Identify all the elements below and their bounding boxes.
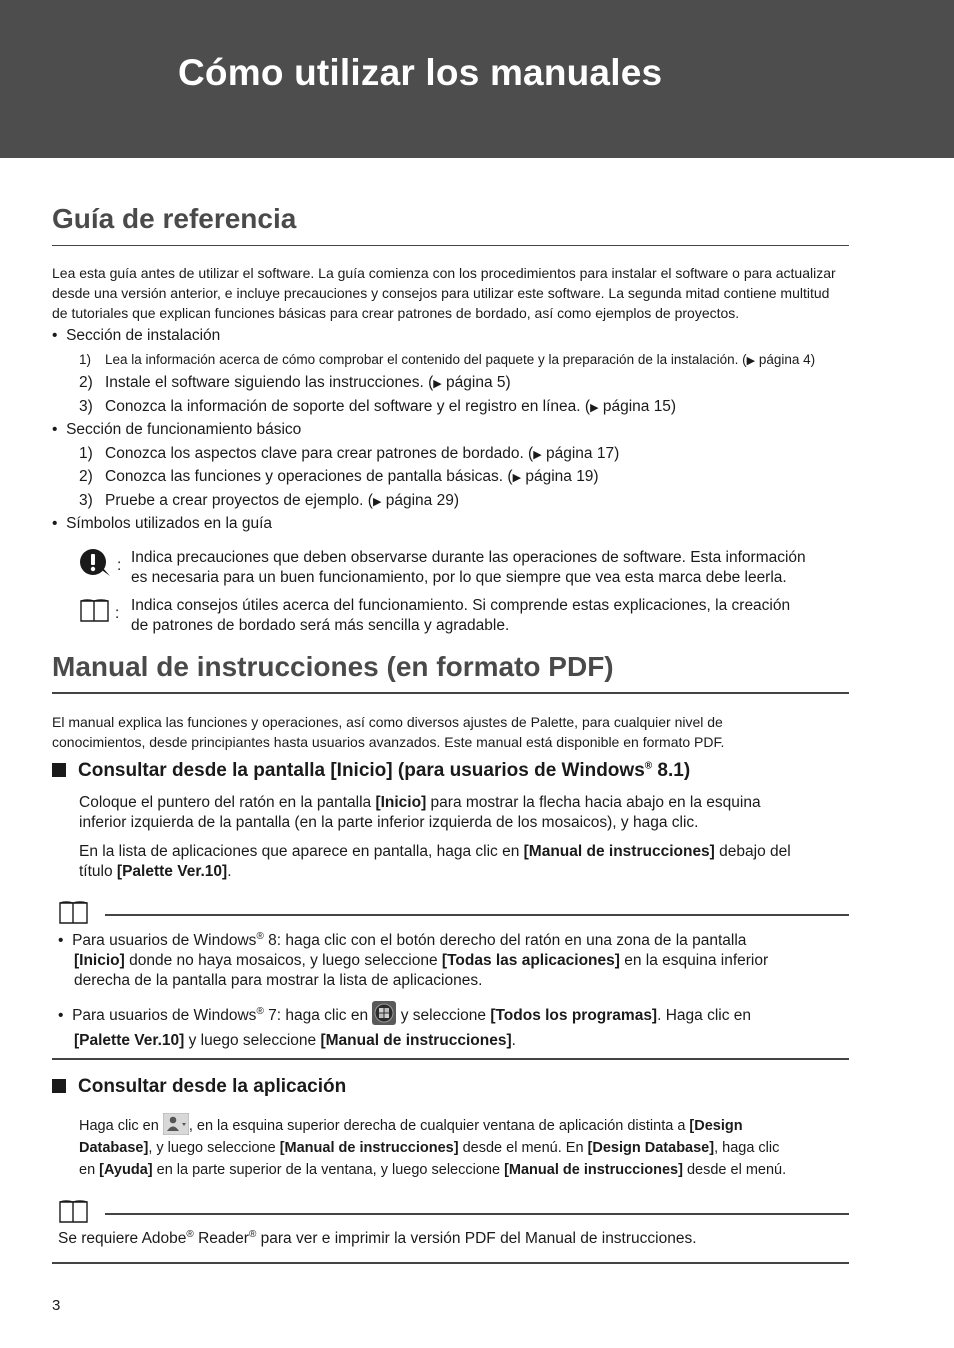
book-icon bbox=[58, 1199, 90, 1225]
install-step-2: 2) Instale el software siguiendo las instrucciones. (▶ página 5) bbox=[79, 374, 511, 391]
note-divider bbox=[52, 1058, 849, 1060]
divider bbox=[52, 245, 849, 246]
subheading-app: Consultar desde la aplicación bbox=[52, 1076, 346, 1098]
page-title: Cómo utilizar los manuales bbox=[178, 52, 663, 93]
basic-step-2: 2) Conozca las funciones y operaciones de pantalla básicas. (▶ página 19) bbox=[79, 468, 599, 485]
note-divider bbox=[105, 1213, 849, 1215]
book-icon bbox=[79, 598, 111, 624]
note-divider bbox=[105, 914, 849, 916]
page-number: 3 bbox=[52, 1297, 61, 1314]
section-title-guide: Guía de referencia bbox=[52, 203, 297, 234]
note-divider bbox=[52, 1262, 849, 1264]
note-windows8: • Para usuarios de Windows® 8: haga clic con el botón derecho del ratón en una zona de la pantalla [Inicio] donde no haya mosaicos, y luego seleccione [Todas las aplicaciones] en la esquina inferior derecha de la pantalla para mostrar la lista de aplicaciones. bbox=[58, 930, 769, 989]
square-bullet-icon bbox=[52, 1079, 66, 1093]
book-icon bbox=[58, 900, 90, 926]
manual-intro: El manual explica las funciones y operaciones, así como diversos ajustes de Palette, para cualquier nivel de conocimientos, desde principiantes hasta usuarios avanzados. Este manual está disponible en formato PDF. bbox=[52, 714, 725, 750]
install-step-3: 3) Conozca la información de soporte del software y el registro en línea. (▶ página 15) bbox=[79, 398, 677, 415]
list-item-basic: • Sección de funcionamiento básico bbox=[52, 421, 302, 438]
page-header bbox=[0, 0, 954, 158]
basic-step-1: 1) Conozca los aspectos clave para crear patrones de bordado. (▶ página 17) bbox=[79, 445, 620, 462]
tip-text: Indica consejos útiles acerca del funcionamiento. Si comprende estas explicaciones, la creación de patrones de bordado será más sencilla y agradable. bbox=[131, 597, 791, 634]
arrow-icon: ▶ bbox=[433, 378, 442, 390]
windows-start-icon[interactable] bbox=[372, 1001, 396, 1025]
arrow-icon: ▶ bbox=[746, 355, 756, 367]
guide-intro: Lea esta guía antes de utilizar el software. La guía comienza con los procedimientos para instalar el software o para actualizar desde una versión anterior, e incluye precauciones y consejos para utilizar este software. La segunda mitad contiene multitud de tutoriales que explican funciones básicas para crear patrones de bordado, así como ejemplos de proyectos. bbox=[52, 265, 836, 321]
arrow-icon: ▶ bbox=[533, 449, 542, 461]
caution-text: Indica precauciones que deben observarse durante las operaciones de software. Esta información es necesaria para un buen funcionamiento, por lo que siempre que vea esta marca debe leerla. bbox=[131, 549, 806, 586]
caution-icon bbox=[79, 548, 113, 578]
arrow-icon: ▶ bbox=[372, 496, 382, 508]
divider bbox=[52, 692, 849, 694]
app-paragraph: Haga clic en , en la esquina superior derecha de cualquier ventana de aplicación distinta a [Design Database], y luego seleccione [Manual de instrucciones] desde el menú. En [Design Database], haga clic en [Ayuda] en la parte superior de la ventana, y luego seleccione [Manual de instrucciones] desde el menú. bbox=[79, 1113, 879, 1181]
subheading-start-screen: Consultar desde la pantalla [Inicio] (para usuarios de Windows® 8.1) bbox=[52, 760, 690, 782]
basic-step-3: 3) Pruebe a crear proyectos de ejemplo. (▶ página 29) bbox=[79, 492, 459, 509]
arrow-icon: ▶ bbox=[512, 472, 522, 484]
square-bullet-icon bbox=[52, 763, 66, 777]
arrow-icon: ▶ bbox=[590, 402, 599, 414]
list-item-symbols: • Símbolos utilizados en la guía bbox=[52, 515, 272, 532]
section-title-manual: Manual de instrucciones (en formato PDF) bbox=[52, 651, 614, 682]
start-paragraph-1: Coloque el puntero del ratón en la pantalla [Inicio] para mostrar la flecha hacia abajo en la esquina inferior izquierda de la pantalla (en la parte inferior izquierda de los mosaicos), y haga clic. bbox=[79, 794, 761, 831]
start-paragraph-2: En la lista de aplicaciones que aparece en pantalla, haga clic en [Manual de instrucciones] debajo del título [Palette Ver.10]. bbox=[79, 843, 791, 880]
user-help-icon[interactable] bbox=[163, 1113, 189, 1135]
install-step-1: 1) Lea la información acerca de cómo comprobar el contenido del paquete y la preparación de la instalación. (▶ página 4) bbox=[79, 352, 816, 367]
list-item-install: • Sección de instalación bbox=[52, 327, 221, 344]
note-windows7: • Para usuarios de Windows® 7: haga clic en y seleccione [Todos los programas]. Haga clic en [Palette Ver.10] y luego seleccione [Manual de instrucciones]. bbox=[58, 1001, 858, 1053]
note-adobe-reader: Se requiere Adobe® Reader® para ver e imprimir la versión PDF del Manual de instrucciones. bbox=[58, 1228, 697, 1247]
